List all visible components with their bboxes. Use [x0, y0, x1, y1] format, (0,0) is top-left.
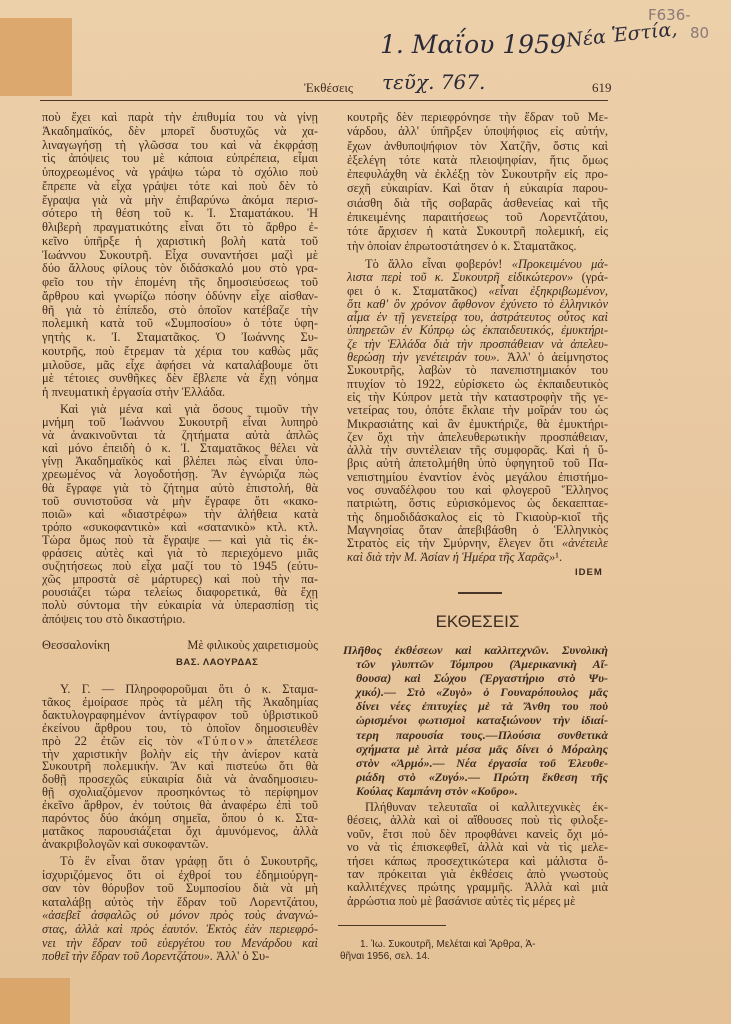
text-line: μνήμη τοῦ Ἰωάννου Συκουτρῆ εἶναι λυπηρὸ [42, 415, 318, 430]
postscript [42, 683, 318, 851]
signoff-place: Θεσσαλονίκη [42, 638, 110, 652]
italic-quote: λιστα περὶ τοῦ κ. Συκουτρῆ εἰδικώτερον» [347, 270, 574, 285]
footnote-rule [338, 925, 446, 926]
section-heading: ΕΚΘΕΣΕΙΣ [435, 612, 520, 631]
italic-quote: θερώσῃ τὴν γενέτειράν του». [347, 350, 500, 365]
text-line: θῆ γιὰ τὸ ἐπίπεδο, στὸ ὁποῖον κατέβαζε τὴν [42, 302, 318, 317]
text-line: τᾶκος ἐμοίρασε πρὸς τὰ μέλη τῆς Ἀκαδημίας [42, 694, 318, 709]
footnote-line: θῆναι 1956, σελ. 14. [340, 951, 430, 962]
text-line: Μικρασιάτης καὶ ἂν ἐμυκτήριζε, θὰ ἐμυκτήρι- [347, 416, 608, 431]
text-line [347, 271, 608, 284]
text-line: ἔπρεπε νὰ εἶχα γράψει τότε καὶ ποὺ δὲν τὸ [42, 178, 318, 193]
italic-quote: ὅτι καθ' ὃν χρόνον ἄφθονον ἐχύνετο τὸ ἑλληνικὸν [347, 296, 608, 311]
text-line: νο νὰ τὶς ἐπισκεφθεῖ, ἀλλὰ καὶ νὰ τὶς μελε- [347, 840, 608, 855]
text-line: δίνει νέες ἐπιτυχίες μὲ τὰ Ἄνθη του ποὺ [356, 699, 608, 714]
text-line: τότε ἄρχισεν ἡ κατὰ Συκουτρῆ πολεμική, εἰς [347, 224, 608, 239]
footnote [340, 939, 608, 963]
text-line: τερη παρουσία τους.—Πλούσια συνθετικὰ [356, 727, 608, 742]
text-line: ἄρθρου καὶ γνωρίζω πόσην ὀδύνην εἶχε αἰσθαν- [42, 288, 318, 303]
text-line: ριάδη στὸ «Ζυγό».— Πρώτη ἔκθεση τῆς [356, 769, 608, 784]
text-line: τήσει κάπως προσεχτικώτερα καὶ μάλιστα ὅ- [347, 853, 608, 868]
text-line: στὸν «Ἁρμό».— Νέα ἐργασία τοῦ Ἐλευθε- [356, 755, 608, 770]
page-number: 619 [592, 80, 612, 95]
text-line [347, 338, 608, 351]
section-divider [458, 592, 502, 594]
text-line: συζητήσεως ποὺ εἶχα μαζί του τὸ 1945 (εὐτυ- [42, 559, 318, 574]
text-line: δύο ἄλλους φίλους τὸν διδάσκαλό μου στὸ γρα- [42, 261, 318, 276]
italic-quote: «εἶναι ἐξηκριβωμένον, [488, 283, 608, 298]
text-line: ἡ πνευματικὴ ἐργασία στὴν Ἑλλάδα. [42, 385, 226, 399]
text-line: νος συναδέλφου του καὶ φλογεροῦ Ἕλληνος [347, 483, 608, 498]
text-line: ἀλλὰ τὴν συντέλειαν τῆς συμφορᾶς. Καὶ ἡ ὕ- [347, 443, 608, 458]
text-line: ἐπεφυλάχθη νὰ ἐκλέξῃ τὸν Συκουτρῆν εἰς προ- [347, 167, 608, 182]
text-line: Πλῆθος ἐκθέσεων καὶ καλλιτεχνῶν. Συνολικὴ [343, 643, 608, 657]
text-line: θέσεις, ἀλλὰ καὶ οἱ αἴθουσες ποὺ τὶς φιλοξε- [347, 813, 608, 828]
signoff-greeting: Μὲ φιλικοὺς χαιρετισμοὺς [187, 638, 318, 652]
text-line: ἐπικειμένης παραιτήσεως τοῦ Λορεντζάτου, [347, 210, 608, 225]
text-line: γίνῃ Ἀκαδημαϊκὸς καὶ βλέπει πὼς εἶναι ὑπο- [42, 454, 318, 469]
text-line [42, 909, 318, 923]
text-line [42, 923, 318, 937]
text-line: θουσα) καὶ Σώχου (Ἐργαστήριο στὸ Ψυ- [356, 671, 608, 686]
text-segment: Ἀλλ' ὁ Συ- [213, 949, 270, 964]
text-line: γητὴς κ. Ἰ. Σταματᾶκος. Ὁ Ἰωάννης Συ- [42, 330, 318, 344]
text-line: νοῦν, ἔτσι ποὺ δὲν προφθάνει κανεὶς ὄχι μό- [347, 826, 608, 841]
text-line: χῶς μπροστὰ σὲ μάρτυρες) καὶ ποὺ τὴν πα- [42, 572, 318, 587]
text-line: ποιῶ» καὶ «διαστρέφω» τὴν ἀλήθεια κατὰ [42, 506, 318, 521]
text-line: δακτυλογραφημένον ἀντίγραφον τοῦ ὑβριστικοῦ [42, 707, 318, 722]
section-summary [343, 643, 608, 798]
italic-quote: ὑπηρετῶν ἐν Κύπρῳ ὡς ἐκπαιδευτικός, ἐμυκτήρι- [347, 323, 608, 338]
text-segment: Τύπον [202, 733, 247, 748]
running-header: Ἐκθέσεις [304, 80, 354, 95]
text-line: ἔγραψα γιὰ νὰ μὴν ἐπιβαρύνω ἀκόμα περισ- [42, 192, 318, 207]
text-line: Κούλας Καμπάνη στὸν «Κοῦρο». [356, 783, 518, 798]
paragraph [347, 110, 608, 253]
handwritten-issue: τεῦχ. 767. [382, 70, 486, 94]
text-line: ὑποχρεωμένος νὰ γράψω τώρα τὸ σχόλιο ποὺ [42, 165, 318, 179]
text-line: καὶ μόνο ἐπειδὴ ὁ κ. Ἰ. Σταματᾶκος θέλει νὰ [42, 441, 318, 456]
text-line: καλλιτέχνες πρώτης γραμμῆς. Ἀλλὰ καὶ μιὰ [347, 880, 608, 895]
text-segment: φει ὁ κ. Σταματᾶκος) [347, 283, 489, 298]
italic-quote: στας, ἀλλὰ καὶ πρὸς ἑαυτόν. Ἐκτὸς ἐὰν περιεφρό- [42, 921, 318, 936]
text-line: νὰ ἀνακινοῦνται τὰ ζητήματα αὐτὰ ἁπλῶς [42, 428, 318, 443]
text-line: πολεμικὴ κατὰ τοῦ «Συμποσίου» ὁ τότε ὑφη- [42, 316, 318, 331]
text-line [42, 735, 318, 748]
text-line: βρις αὐτὴ ἀπετολμήθη ὑπὸ ὑφηγητοῦ τοῦ Πα- [347, 456, 608, 471]
text-line: τρόπο «συκοφαντικὸ» καὶ «σατανικὸ» κτλ. κτλ. [42, 519, 318, 534]
paragraph [347, 801, 608, 908]
italic-quote: νει τὴν ἕδραν τοῦ εὐεργέτου του Μενάρδου καὶ [42, 935, 318, 950]
italic-quote: «Προκειμένου μά- [511, 257, 608, 271]
text-segment: πρὸ 22 ἐτῶν εἰς τὸν « [42, 733, 203, 748]
italic-quote: αἷμα ἐν τῇ γενετείρᾳ του, ἀστράτευτος οὗτος καὶ [347, 310, 608, 325]
text-line: σότερο τὴ θέση τοῦ κ. Ἰ. Σταματάκου. Ἡ [42, 206, 318, 221]
footnote-line: 1. Ἰω. Συκουτρῆ, Μελέται καὶ Ἄρθρα, Ἀ- [360, 939, 536, 950]
text-line: φεῖο του τὴν ἑπομένη τῆς δημοσιεύσεως τοῦ [42, 275, 318, 289]
italic-quote: καὶ διὰ τὴν Μ. Ἀσίαν ἡ Ἡμέρα τῆς Χαρᾶς» [347, 549, 556, 564]
text-line [42, 937, 318, 951]
text-line: Υ. Γ. — Πληροφοροῦμαι ὅτι ὁ κ. Σταμα- [60, 682, 318, 696]
paragraph [42, 855, 318, 964]
text-line: σεχῆ εὐκαιρίαν. Καὶ ὅταν ἡ εὐκαιρία παρου- [347, 181, 608, 196]
text-line: σχήματα μὲ λιτὰ μέσα μᾶς δίνει ὁ Μόραλης [356, 741, 608, 756]
text-line: νετείρας του, ὁπότε ἔκλαιε τὴν μοῖράν του ὡς [347, 403, 608, 418]
text-segment: (γρά- [573, 270, 608, 285]
text-line: ἀρρώστια ποὺ μὲ βασάνισε αὐτὲς τὶς μέρες μὲ [347, 893, 576, 908]
text-line [42, 950, 318, 964]
text-line: τὴν ὁποίαν ἐπρωτοστάτησεν ὁ κ. Σταματᾶκος. [347, 238, 577, 253]
text-line [347, 324, 608, 337]
text-line: πτυχίον τὸ 1922, εὑρίσκετο ὡς ἐκπαιδευτικὸς [347, 376, 608, 391]
paragraph [42, 403, 318, 626]
handwritten-date: 1. Μαΐου 1959 [380, 30, 566, 59]
tape-bottom-left [0, 978, 70, 1024]
catalog-number: F636- [648, 6, 691, 24]
text-line: χικό).— Στὸ «Ζυγὸ» ὁ Γουναρόπουλος μᾶς [356, 685, 608, 700]
text-line: ἰσχυριζόμενος ὅτι οἱ ἐχθροί του ἐδημιούργη- [42, 867, 318, 882]
text-line [347, 551, 608, 564]
text-line: μιλοῦσε, μᾶς εἶχε ἀφήσει νὰ καταλάβουμε ὅτι [42, 357, 318, 372]
text-line: φράσεις αὐτὲς καὶ γιὰ τὸ περιεχόμενο μιᾶς [42, 546, 318, 561]
text-line: νεπιστημίου ἐναντίον ἑνὸς μεγάλου ἐπιστήμο- [347, 469, 608, 484]
text-line: ζεν ὄχι τὴν ἀπελευθερωτικὴν προσπάθειαν, [347, 429, 608, 444]
text-line: ἐκεῖνο ἄρθρον, ἐν τούτοις θὰ ἀναφέρω ἐπὶ τοῦ [42, 798, 318, 813]
text-line: Μαγνησίας ὅταν ἀπεβιβάσθη ὁ Ἑλληνικὸς [347, 522, 608, 537]
text-segment: » ἀπετέλεσε [246, 733, 318, 748]
paragraph [42, 111, 318, 400]
paragraph [347, 258, 608, 564]
text-line: χρεωμένος νὰ λογοδοτήσῃ. Ἂν ἐγνώριζα πὼς [42, 467, 318, 482]
text-line: θλιβερὴ πραγματικότης εἶναι ὅτι τὸ ἄρθρο ἐ- [42, 220, 318, 234]
text-segment: Στρατὸς εἰς τὴν Σμύρνην, ἔλεγεν ὅτι [347, 536, 562, 551]
catalog-number-2: 80 [690, 24, 710, 42]
text-line: κουτρῆς, ποὺ ἔτρεμαν τὰ χέρια του καθὼς μᾶς [42, 343, 318, 358]
text-line [347, 537, 608, 550]
text-line: μὲ τέτοιες συνθῆκες δὲν ἔβλεπε νὰ ἔχῃ νόημα [42, 371, 318, 386]
text-line: ὡρισμένοι φωτισμοὶ καταξιώνουν τὴν ἰδιαί- [356, 713, 608, 728]
italic-quote: «ἀσεβεῖ ἀσφαλῶς οὐ μόνον πρὸς τοὺς ἀναγνώ- [42, 908, 318, 923]
text-line: Ἀκαδημαϊκός, δὲν μπορεῖ δυστυχῶς νὰ χα- [42, 123, 318, 138]
text-line: ταν πρόκειται γιὰ ἐκθέσεις ἀπὸ γνωστοὺς [347, 867, 608, 882]
text-line: Ἰωάννου Συκουτρῆ. Εἶχα συναντήσει μαζὶ μὲ [42, 247, 318, 262]
text-line: Πλήθυναν τελευταῖα οἱ καλλιτεχνικὲς ἐκ- [365, 800, 608, 814]
signoff [42, 638, 318, 653]
text-line: σαν τὸν θόρυβον τοῦ Συμποσίου διὰ νὰ μὴ [42, 881, 318, 896]
text-line [347, 311, 608, 324]
handwritten-magazine: Νέα Ἑστία, [565, 18, 679, 52]
text-line: λιναγωγήσῃ τὴ γλῶσσα του καὶ νὰ ἐκφράσῃ [42, 137, 318, 152]
text-line [347, 258, 608, 271]
text-line: ρουσιάζει τώρα τελείως διαφορετικά, θὰ ἔχῃ [42, 585, 318, 600]
text-line: τὶς ἀπόψεις του μὲ κάποια εὐπρέπεια, εἶμαι [42, 151, 318, 166]
text-line [347, 298, 608, 311]
text-line: πολὺ σύντομα τὴν εὐκαιρία νὰ ὑπερασπίσῃ τὶς [42, 598, 318, 613]
text-line: ἐκείνου ἄρθρου του, τὸ ὁποῖον δημοσιευθὲν [42, 720, 318, 735]
tape-top-left [0, 18, 72, 96]
text-line: πατριώτη, ὅστις εὑρισκόμενος ὡς δεκαεπταε- [347, 496, 608, 511]
text-line: Συκουτρῆ πολεμικήν. Ἂν καὶ πιστεύω ὅτι θὰ [42, 759, 318, 774]
signature: ΒΑΣ. ΛΑΟΥΡΔΑΣ [176, 657, 259, 668]
text-line: Τώρα ὅμως ποὺ τὰ ἔγραψε — καὶ γιὰ τὶς ἐκ- [42, 532, 318, 547]
header-rule [40, 100, 608, 101]
text-segment: Ἀλλ' ὁ ἀείμνηστος [499, 350, 608, 365]
italic-quote: ποθεῖ τὴν ἕδραν τοῦ Λορεντζάτου». [42, 949, 214, 964]
text-line: εἰς τὴν Κύπρον μετὰ τὴν καταστροφὴν τῆς γε- [347, 389, 608, 404]
text-line: κουτρῆς δὲν περιεφρόνησε τὴν ἕδραν τοῦ Με- [347, 110, 608, 124]
italic-quote: «ἀνέτειλε [561, 536, 608, 551]
text-line: καταλάβῃ αὐτὸς τὴν ἕδραν τοῦ Λορεντζάτου, [42, 894, 318, 909]
text-line: τὴν χαριστικὴν βολὴν εἰς τὴν ἀνίερον κατὰ [42, 746, 318, 761]
text-line [347, 285, 608, 298]
text-line: ἀνακριβολογῶν καὶ συκοφαντῶν. [42, 836, 209, 851]
text-line [347, 351, 608, 364]
text-line: θὰ ἔγραφε γιὰ τὸ ζήτημα αὐτὸ ἐπιστολή, θὰ [42, 480, 318, 495]
text-line: θῇ σχολιαζόμενον προσηκόντως τὸ περίφημον [42, 785, 318, 800]
text-line: νάρδου, ἀλλ' ὑπῆρξεν ὑποψήφιος εἰς αὐτήν, [347, 124, 608, 139]
text-line: Τὸ ἓν εἶναι ὅταν γράφῃ ὅτι ὁ Συκουτρῆς, [60, 854, 318, 868]
text-line: παρόντος δύο ἀκόμη σημεῖα, ὅπου ὁ κ. Στα- [42, 811, 318, 826]
text-line: τῶν γλυπτῶν Τόμπρου (Ἀμερικανικὴ Αἴ- [356, 657, 608, 672]
text-line: ποὺ ἔχει καὶ παρὰ τὴν ἐπιθυμία του νὰ γίνῃ [42, 110, 318, 124]
text-line: σιάσθη διὰ τῆς σοβαρᾶς ἀσθενείας καὶ τῆς [347, 195, 608, 210]
text-line: ματᾶκος παρουσιάζεται ὄχι ἀμυνόμενος, ἀλλὰ [42, 823, 318, 838]
text-line: τὴς δημοδιδάσκαλος εἰς τὸ Γκιαοὺρ-κιοΐ τῆς [347, 509, 608, 524]
text-line: κεῖνο ὑπῆρξε ἡ χαριστικὴ βολὴ κατὰ τοῦ [42, 233, 318, 248]
text-line: ἐξελέγη τότε κατὰ πλειοψηφίαν, ἥτις ὅμως [347, 152, 608, 167]
text-line: Καὶ γιὰ μένα καὶ γιὰ ὅσους τιμοῦν τὴν [60, 402, 318, 416]
text-line: ἔχων ἀνθυποψήφιον τὸν Χατζῆν, ὅστις καὶ [347, 138, 608, 153]
italic-quote: ζε τὴν Ἑλλάδα διὰ τὴν προσπάθειαν νὰ ἀπελευ- [347, 336, 608, 351]
text-line: δοθῇ προσεχῶς εὐκαιρία διὰ νὰ ἀναδημοσιευ- [42, 772, 318, 787]
text-segment: ¹. [555, 549, 563, 564]
text-segment: Τὸ ἄλλο εἶναι φοβερόν! [365, 257, 512, 271]
author-signature: IDEM [575, 567, 603, 578]
text-line: Συκουτρῆς, λαβὼν τὸ πανεπιστημιακόν του [347, 363, 608, 378]
text-line: ἀπόψεις του στὸ δικαστήριο. [42, 611, 186, 626]
text-line: τοῦ συνιστοῦσα νὰ μὴν ἔγραφε ὅτι «κακο- [42, 493, 318, 508]
